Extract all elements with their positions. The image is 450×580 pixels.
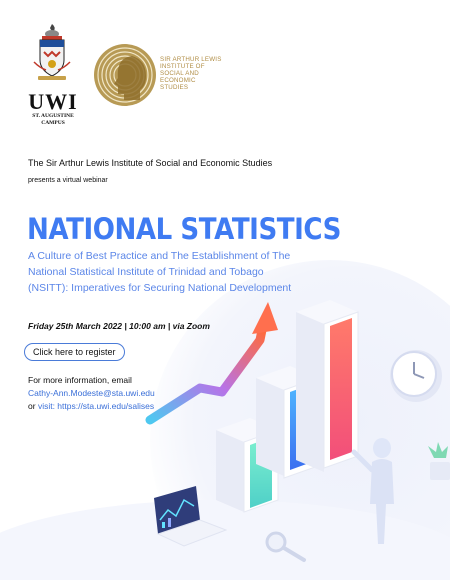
contact-email-link[interactable]: Cathy-Ann.Modeste@sta.uwi.edu	[28, 388, 155, 398]
contact-website-link[interactable]: visit: https://sta.uwi.edu/salises	[37, 401, 155, 411]
event-subtitle-line3: (NSITT): Imperatives for Securing National Development	[28, 282, 292, 294]
salises-name-line4: ECONOMIC	[160, 77, 196, 84]
event-title: NATIONAL STATISTICS	[27, 212, 341, 246]
uwi-campus-line2: CAMPUS	[41, 120, 65, 126]
event-subtitle-line1: A Culture of Best Practice and The Establishment of The	[28, 250, 291, 262]
uwi-campus-line1: ST. AUGUSTINE	[32, 113, 74, 119]
salises-name-line3: SOCIAL AND	[160, 70, 199, 77]
uwi-wordmark: UWI	[28, 89, 78, 114]
contact-visit-line	[28, 400, 155, 413]
presents-line: presents a virtual webinar	[28, 177, 108, 184]
salises-name-line1: SIR ARTHUR LEWIS	[160, 56, 222, 63]
person-figure-icon	[354, 438, 394, 544]
register-button[interactable]: Click here to register	[24, 343, 125, 361]
bar-block-3	[296, 300, 358, 472]
laptop-icon	[154, 486, 226, 546]
arrow-head-icon	[252, 302, 278, 334]
contact-visit-prefix: or	[28, 401, 36, 411]
salises-name-line5: STUDIES	[160, 84, 189, 91]
event-subtitle-line2: National Statistical Institute of Trinidad and Tobago	[28, 266, 264, 278]
contact-info	[28, 374, 155, 413]
salises-name-line2: INSTITUTE OF	[160, 63, 205, 70]
contact-intro: For more information, email	[28, 375, 132, 385]
trend-arrow-icon	[150, 330, 262, 420]
institute-name: The Sir Arthur Lewis Institute of Social and Economic Studies	[28, 158, 273, 168]
wall-clock-icon	[390, 350, 442, 402]
magnifier-icon	[267, 533, 304, 560]
potted-plant-icon	[428, 442, 450, 480]
event-date-line: Friday 25th March 2022 | 10:00 am | via Zoom	[28, 321, 210, 331]
